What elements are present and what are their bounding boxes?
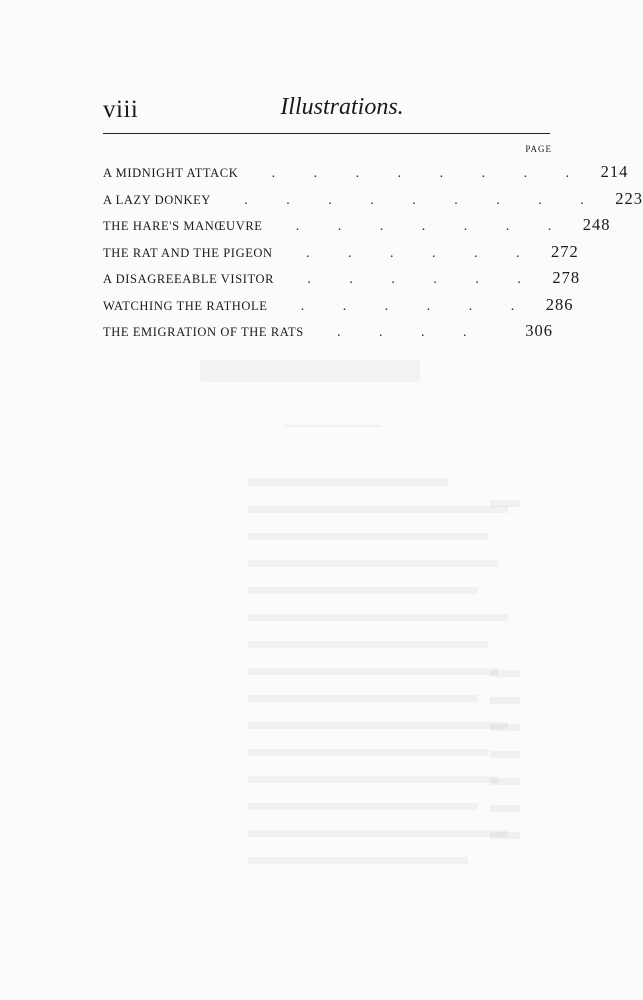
- illustration-page: 223: [615, 188, 643, 208]
- list-item: [103, 162, 629, 189]
- illustration-title: A DISAGREEABLE VISITOR: [103, 272, 275, 286]
- illustration-title: A MIDNIGHT ATTACK: [103, 166, 239, 180]
- dot-leader: . . . . . .: [307, 272, 521, 287]
- list-item: [103, 268, 581, 295]
- illustration-page: 278: [552, 268, 581, 287]
- list-item: [103, 241, 579, 269]
- illustration-title: THE HARE'S MANŒUVRE: [103, 219, 263, 233]
- page-column-label: PAGE: [525, 144, 552, 154]
- list-item: [103, 188, 643, 216]
- illustration-title: THE RAT AND THE PIGEON: [103, 245, 273, 260]
- dot-leader: . . . . . . .: [295, 219, 552, 234]
- illustration-title: WATCHING THE RATHOLE: [103, 298, 268, 313]
- dot-leader: . . . . . . . . .: [244, 192, 584, 208]
- running-header: [103, 92, 551, 132]
- illustration-page: 286: [545, 294, 574, 314]
- list-item: [103, 294, 574, 322]
- illustration-title: A LAZY DONKEY: [103, 192, 212, 207]
- running-title: Illustrations.: [280, 94, 404, 120]
- illustration-page: 306: [525, 321, 553, 340]
- dot-leader: . . . . . .: [305, 245, 520, 261]
- dot-leader: . . . .: [337, 325, 467, 340]
- list-item: [103, 321, 553, 348]
- illustration-title: THE EMIGRATION OF THE RATS: [103, 325, 304, 339]
- illustration-page: 272: [550, 241, 579, 261]
- illustrations-list: [103, 162, 643, 348]
- header-rule: [103, 133, 550, 134]
- page-folio: viii: [103, 96, 139, 123]
- dot-leader: . . . . . .: [300, 298, 515, 314]
- illustration-page: 214: [600, 162, 629, 181]
- list-item: [103, 215, 611, 242]
- illustration-page: 248: [582, 215, 611, 234]
- dot-leader: . . . . . . . .: [271, 166, 570, 181]
